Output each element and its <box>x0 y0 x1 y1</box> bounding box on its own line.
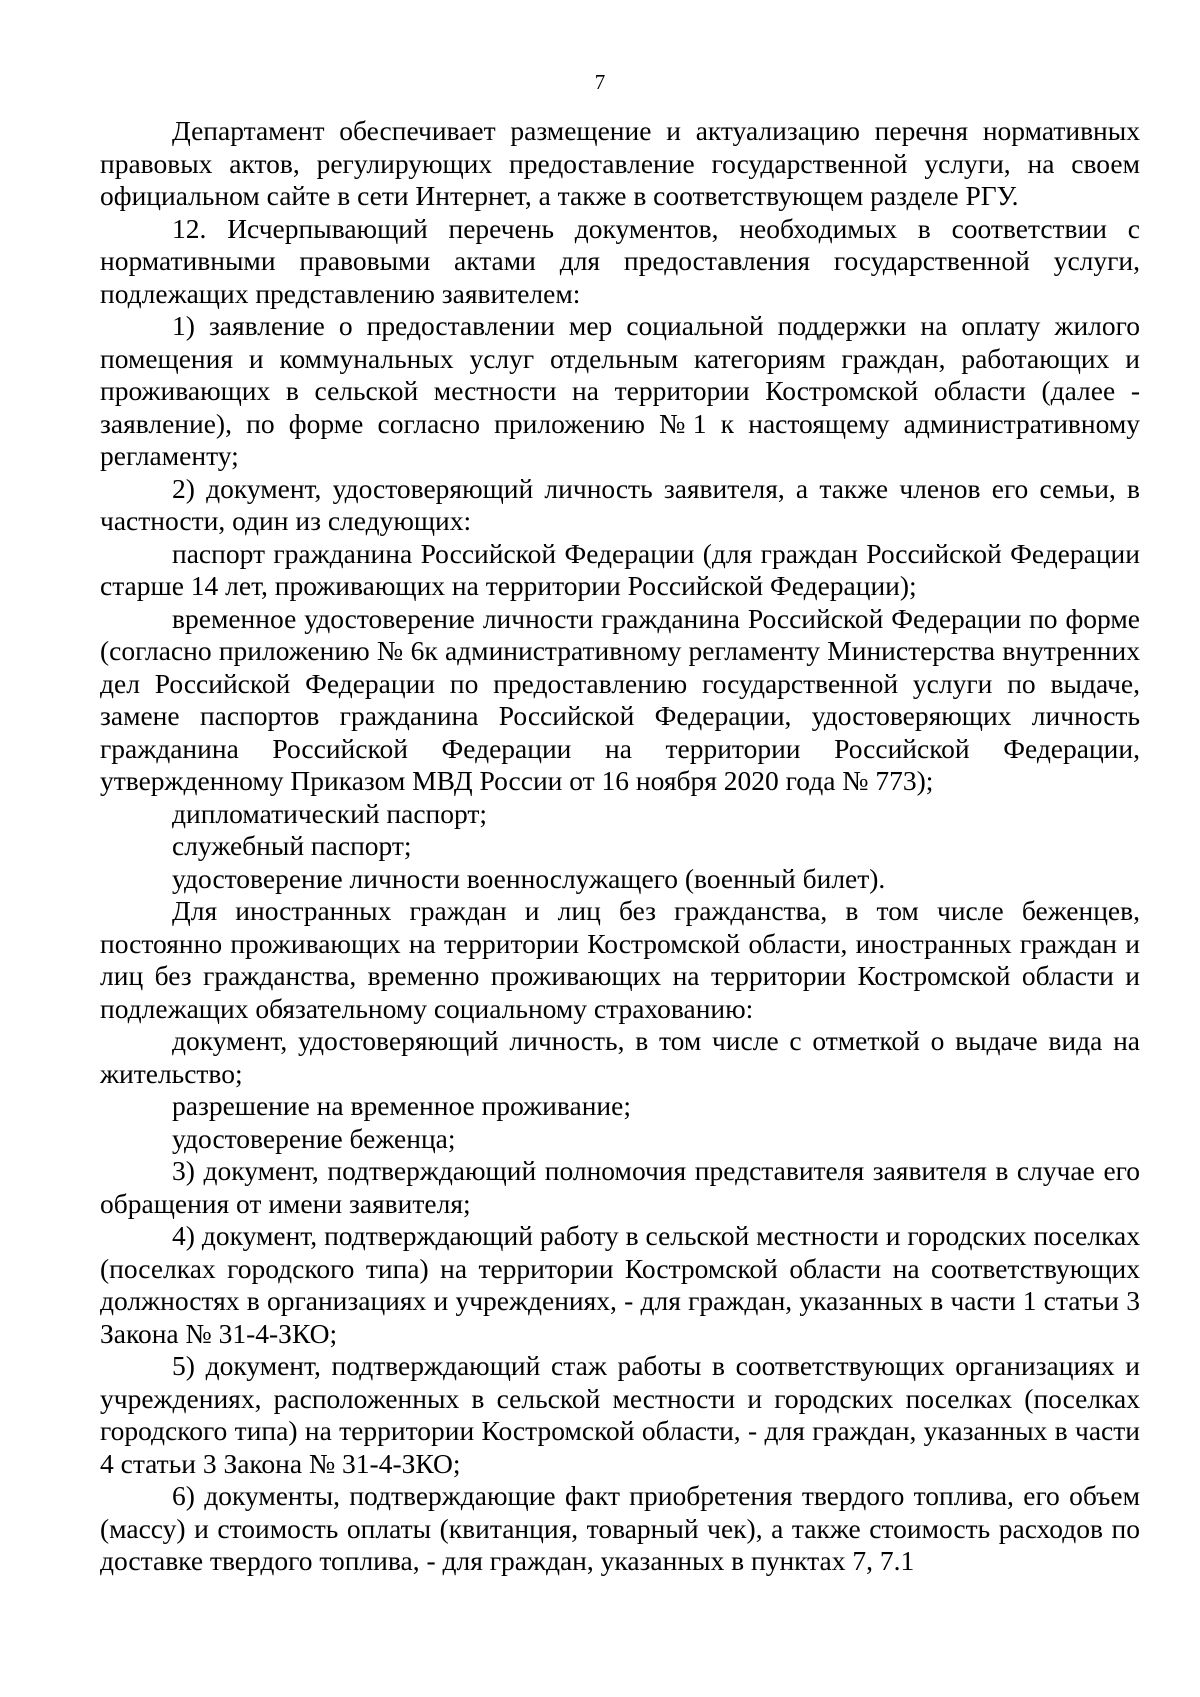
list-item-diplomatic-passport: дипломатический паспорт; <box>172 797 488 829</box>
paragraph-item-12-document-list: 12. Исчерпывающий перечень документов, необходимых в соответствии с нормативными правовыми актами для предоставления государственной услуги, подлежащих представлению заявителем: <box>100 212 1140 309</box>
list-item-representative-authority: 3) документ, подтверждающий полномочия представителя заявителя в случае его обращения от имени заявителя; <box>100 1155 1140 1219</box>
list-item-temporary-id: временное удостоверение личности гражданина Российской Федерации по форме (согласно приложению № 6к административному регламенту Министерства внутренних дел Российской Федерации по предоставлению государственной услуги по выдаче, замене паспортов гражданина Российской Федерации, удостоверяющих личность гражданина Российской Федерации на территории Российской Федерации, утвержденному Приказом МВД России от 16 ноября 2020 года № 773); <box>100 602 1140 796</box>
page-number: 7 <box>594 70 606 94</box>
paragraph-foreign-citizens: Для иностранных граждан и лиц без гражданства, в том числе беженцев, постоянно проживающих на территории Костромской области, иностранных граждан и лиц без гражданства, временно проживающих на территории Костромской области и подлежащих обязательному социальному страхованию: <box>100 895 1140 1024</box>
list-item-residence-document: документ, удостоверяющий личность, в том числе с отметкой о выдаче вида на жительство; <box>100 1025 1140 1089</box>
list-item-work-experience: 5) документ, подтверждающий стаж работы в соответствующих организациях и учреждениях, расположенных в сельской местности и городских поселках (поселках городского типа) на территории Костромской области, - для граждан, указанных в части 4 статьи 3 Закона № 31-4-ЗКО; <box>100 1350 1140 1479</box>
list-item-solid-fuel: 6) документы, подтверждающие факт приобретения твердого топлива, его объем (массу) и стоимость оплаты (квитанция, товарный чек), а также стоимость расходов по доставке твердого топлива, - для граждан, указанных в пунктах 7, 7.1 <box>100 1480 1140 1576</box>
list-item-identity-document: 2) документ, удостоверяющий личность заявителя, а также членов его семьи, в частности, один из следующих: <box>100 472 1140 536</box>
list-item-military-id: удостоверение личности военнослужащего (военный билет). <box>172 862 886 894</box>
document-body <box>100 115 1140 1578</box>
list-item-temporary-residence-permit: разрешение на временное проживание; <box>172 1090 631 1121</box>
paragraph-department-publication: Департамент обеспечивает размещение и актуализацию перечня нормативных правовых актов, регулирующих предоставление государственной услуги, на своем официальном сайте в сети Интернет, а также в соответствующем разделе РГУ. <box>100 115 1140 211</box>
list-item-service-passport: служебный паспорт; <box>172 830 412 861</box>
list-item-passport: паспорт гражданина Российской Федерации (для граждан Российской Федерации старше 14 лет, проживающих на территории Российской Федерации); <box>100 537 1140 601</box>
list-item-application: 1) заявление о предоставлении мер социальной поддержки на оплату жилого помещения и коммунальных услуг отдельным категориям граждан, работающих и проживающих в сельской местности на территории Костромской области (далее - заявление), по форме согласно приложению №1 к настоящему административному регламенту; <box>100 310 1140 471</box>
list-item-refugee-certificate: удостоверение беженца; <box>172 1122 456 1154</box>
list-item-rural-employment: 4) документ, подтверждающий работу в сельской местности и городских поселках (поселках городского типа) на территории Костромской области на соответствующих должностях в организациях и учреждениях, - для граждан, указанных в части 1 статьи 3 Закона № 31-4-ЗКО; <box>100 1220 1140 1349</box>
